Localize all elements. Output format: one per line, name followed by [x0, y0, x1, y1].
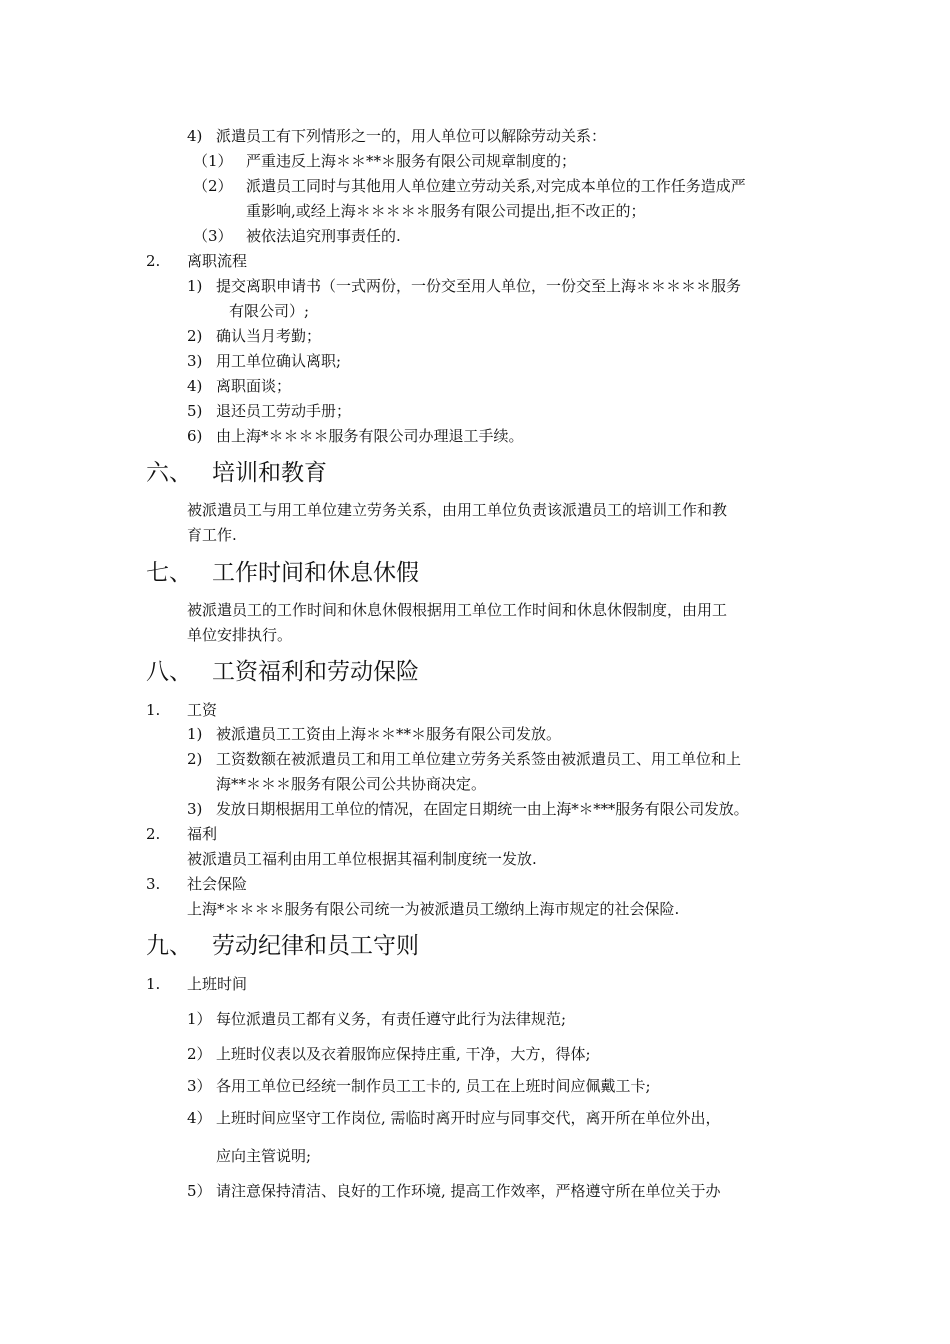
list-number: 4) [187, 377, 203, 395]
list-number: 3） [187, 1077, 212, 1095]
list-item-text: 退还员工劳动手册； [216, 402, 352, 420]
section-number: 2. [146, 825, 161, 843]
subsection-title: 福利 [187, 825, 218, 843]
list-number: 4） [187, 1109, 212, 1127]
list-number: 3) [187, 800, 203, 818]
sub-list-number: （3） [193, 227, 233, 245]
paragraph: 被派遣员工与用工单位建立劳务关系，由用工单位负责该派遣员工的培训工作和教 [187, 501, 728, 519]
section-number: 1. [146, 701, 161, 719]
list-item-text: 上班时仪表以及衣着服饰应保持庄重, 干净，大方，得体; [216, 1045, 591, 1063]
list-item-text: 确认当月考勤； [216, 327, 322, 345]
list-item-text: 上班时间应坚守工作岗位, 需临时离开时应与同事交代，离开所在单位外出， [216, 1109, 721, 1127]
subsection-title: 工资 [187, 701, 218, 719]
section-heading-number: 六、 [146, 460, 192, 486]
list-number: 2) [187, 327, 203, 345]
list-number: 3) [187, 352, 203, 370]
list-item-text-cont: 有限公司）; [229, 302, 310, 320]
list-number: 6) [187, 427, 203, 445]
sub-list-number: （2） [193, 177, 233, 195]
list-item-text: 请注意保持清洁、良好的工作环境, 提高工作效率，严格遵守所在单位关于办 [216, 1182, 721, 1200]
sub-list-item-text-cont: 重影响,或经上海＊＊＊＊＊服务有限公司提出,拒不改正的； [246, 202, 646, 220]
section-heading: 工作时间和休息休假 [212, 560, 419, 586]
paragraph: 上海*＊＊＊＊服务有限公司统一为被派遣员工缴纳上海市规定的社会保险. [187, 900, 680, 918]
list-item-text: 各用工单位已经统一制作员工工卡的, 员工在上班时间应佩戴工卡; [216, 1077, 651, 1095]
list-item-text-cont: 海**＊＊＊服务有限公司公共协商决定。 [216, 775, 487, 793]
list-number: 5) [187, 402, 203, 420]
paragraph-cont: 育工作. [187, 526, 237, 544]
paragraph: 被派遣员工福利由用工单位根据其福利制度统一发放. [187, 850, 537, 868]
list-number: 1) [187, 277, 203, 295]
sub-list-item-text: 严重违反上海＊＊**＊服务有限公司规章制度的； [246, 152, 577, 170]
list-number: 1） [187, 1010, 212, 1028]
list-number: 5） [187, 1182, 212, 1200]
list-item-text: 每位派遣员工都有义务，有责任遵守此行为法律规范; [216, 1010, 567, 1028]
subsection-title: 上班时间 [187, 975, 248, 993]
list-item-text: 提交离职申请书（一式两份，一份交至用人单位，一份交至上海＊＊＊＊＊服务 [216, 277, 742, 295]
list-item-text: 工资数额在被派遣员工和用工单位建立劳务关系签由被派遣员工、用工单位和上 [216, 750, 742, 768]
section-heading: 劳动纪律和员工守则 [212, 933, 419, 959]
section-heading-number: 七、 [146, 560, 192, 586]
section-number: 2. [146, 252, 161, 270]
sub-list-item-text: 被依法追究刑事责任的. [246, 227, 401, 245]
sub-list-item-text: 派遣员工同时与其他用人单位建立劳动关系,对完成本单位的工作任务造成严 [246, 177, 746, 195]
list-item-text: 由上海*＊＊＊＊服务有限公司办理退工手续。 [216, 427, 524, 445]
section-heading: 工资福利和劳动保险 [212, 659, 419, 685]
list-number: 1) [187, 725, 203, 743]
subsection-title: 离职流程 [187, 252, 248, 270]
section-number: 1. [146, 975, 161, 993]
section-number: 3. [146, 875, 161, 893]
section-heading-number: 九、 [146, 933, 192, 959]
sub-list-number: （1） [193, 152, 233, 170]
list-number: 2) [187, 750, 203, 768]
section-heading: 培训和教育 [212, 460, 327, 486]
list-item-text: 发放日期根据用工单位的情况，在固定日期统一由上海*＊***服务有限公司发放。 [216, 800, 749, 818]
subsection-title: 社会保险 [187, 875, 248, 893]
list-number: 2） [187, 1045, 212, 1063]
paragraph: 被派遣员工的工作时间和休息休假根据用工单位工作时间和休息休假制度，由用工 [187, 601, 728, 619]
list-item-text: 用工单位确认离职; [216, 352, 342, 370]
section-heading-number: 八、 [146, 659, 192, 685]
list-item-text: 派遣员工有下列情形之一的，用人单位可以解除劳动关系： [216, 127, 607, 145]
list-item-text: 被派遣员工工资由上海＊＊**＊服务有限公司发放。 [216, 725, 562, 743]
list-item-text: 离职面谈； [216, 377, 292, 395]
paragraph-cont: 单位安排执行。 [187, 626, 293, 644]
list-item-text-cont: 应向主管说明; [216, 1147, 312, 1165]
list-number: 4) [187, 127, 203, 145]
